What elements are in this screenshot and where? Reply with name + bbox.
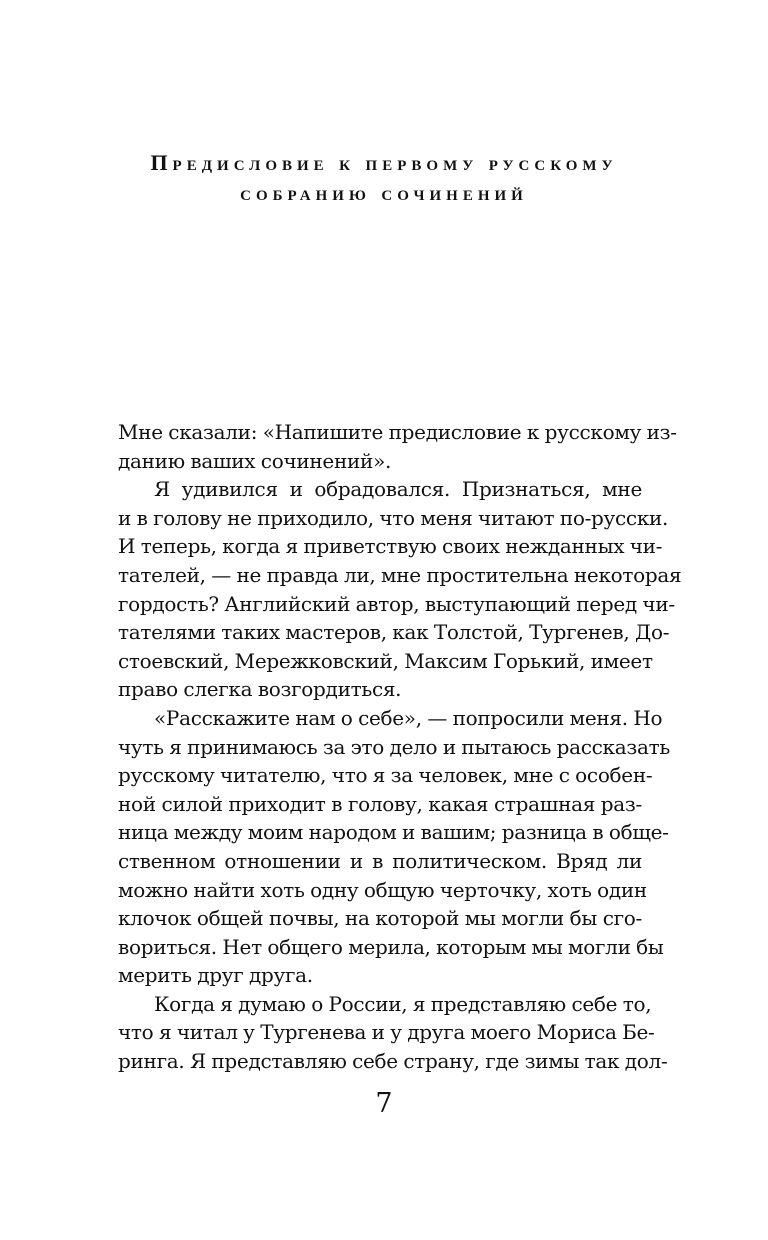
text-line: гордость? Английский автор, выступающий перед чи- — [118, 591, 675, 616]
text-line: Когда я думаю о России, я представляю себе то, — [154, 991, 652, 1016]
text-line: клочок общей почвы, на которой мы могли бы сго- — [118, 906, 642, 931]
text-line: Мне сказали: «Напишите предисловие к русскому из- — [118, 420, 677, 444]
text-line: «Расскажите нам о себе», — попросили меня. Но — [154, 705, 663, 730]
text-line: И теперь, когда я приветствую своих нежданных чи- — [118, 534, 663, 559]
text-line: тателями таких мастеров, как Толстой, Тургенев, До- — [118, 620, 670, 645]
text-line: вориться. Нет общего мерила, которым мы могли бы — [118, 934, 664, 959]
page-number: 7 — [375, 1088, 393, 1119]
chapter-heading-line-2: собранию сочинений — [240, 180, 528, 205]
chapter-heading-line-1: Предисловие к первому русскому — [150, 150, 618, 175]
text-line: Я удивился и обрадовался. Признаться, мне — [154, 477, 642, 502]
chapter-heading — [60, 148, 708, 208]
text-line: ринга. Я представляю себе страну, где зимы так дол- — [118, 1049, 668, 1074]
text-line: данию ваших сочинений». — [118, 448, 392, 473]
text-line: ственном отношении и в политическом. Вряд ли — [118, 848, 642, 873]
text-line: ница между моим народом и вашим; разница в обще- — [118, 820, 669, 845]
text-line: мерить друг друга. — [118, 963, 313, 988]
paragraph — [118, 704, 670, 990]
paragraph — [118, 475, 682, 704]
text-line: и в голову не приходило, что меня читают по-русски. — [118, 505, 669, 530]
text-line: стоевский, Мережковский, Максим Горький, имеет — [118, 648, 653, 673]
paragraph — [118, 418, 677, 475]
text-line: чуть я принимаюсь за это дело и пытаюсь рассказать — [118, 734, 670, 759]
text-line: тателей, — не правда ли, мне простительна некоторая — [118, 562, 682, 587]
text-line: можно найти хоть одну общую черточку, хоть один — [118, 877, 647, 902]
text-line: русскому читателю, что я за человек, мне с особен- — [118, 763, 653, 788]
text-line: право слегка возгордиться. — [118, 677, 402, 702]
text-line: что я читал у Тургенева и у друга моего Мориса Бе- — [118, 1020, 655, 1045]
body-text — [118, 418, 682, 1076]
paragraph — [118, 990, 668, 1076]
text-line: ной силой приходит в голову, какая страшная раз- — [118, 791, 642, 816]
